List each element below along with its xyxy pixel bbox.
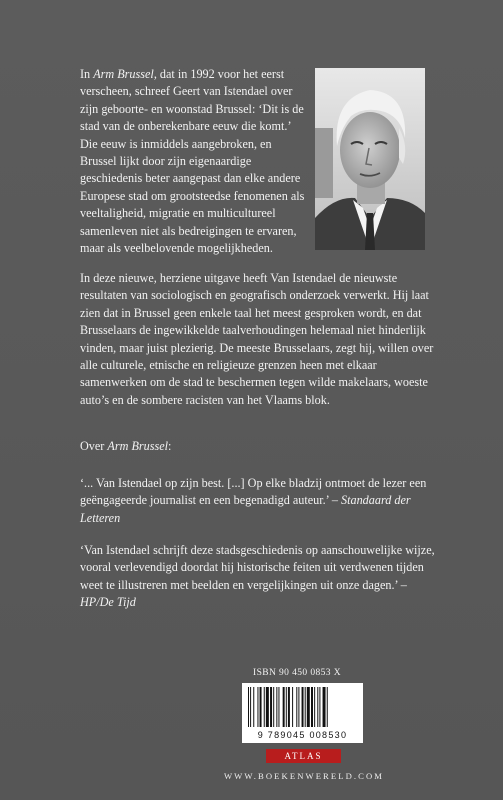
barcode-bar [270,687,272,727]
review-quote-source: HP/De Tijd [80,595,136,610]
barcode-bar [314,687,315,727]
barcode-bar [327,687,328,727]
review-quote-source: Standaard der Letteren [80,493,411,525]
publisher-badge: ATLAS [266,749,341,763]
review-quote-1 [80,475,435,527]
reviews-heading-title: Arm Brussel [107,439,169,453]
review-quote-2 [80,542,435,612]
barcode-bar [283,687,285,727]
reviews-heading-prefix: Over [80,439,108,453]
website-link[interactable]: WWW.BOEKENWERELD.COM [223,771,385,781]
intro-book-title: Arm Brussel [93,67,154,81]
barcode-bar [260,687,262,727]
isbn-label: ISBN 90 450 0853 X [253,668,341,678]
barcode-bar [305,687,306,727]
barcode-digits: 9 789045 008530 [257,730,348,740]
barcode-bar [292,687,293,727]
barcode-bar [250,687,251,727]
barcode-bar [266,687,269,727]
barcode-bar [323,687,326,727]
barcode-bar [257,687,258,727]
barcode-bar [248,687,249,727]
barcode-bar [307,687,310,727]
reviews-heading-suffix: : [168,439,172,453]
author-portrait-image [315,68,425,250]
body-paragraph: In deze nieuwe, herziene uitgave heeft Van Istendael de nieuwste resultaten van sociologisch en geografisch onderzoek verwerkt. Hij laat zien dat in Brussel geen enkele taal het meest gesproken wordt, en dat Brusselaars de ingewikkelde taalverhoudingen helemaal niet hinderlijk vinden, maar juist plezierig. De meeste Brusselaars, zegt hij, willen over alle culturele, etnische en religieuze grenzen heen met elkaar samenwerken om de stad te beschermen tegen wilde makelaars, woeste auto’s en de sombere racisten van het Vlaams blok. [80,271,434,407]
barcode-bar [253,687,254,727]
reviews-heading [80,438,435,455]
review-quote-text: ‘... Van Istendael op zijn best. [...] Op elke bladzij ontmoet de lezer een geëngageerde journalist en een begenadigd auteur.’ – [80,476,427,508]
intro-text-start: In [80,67,94,81]
barcode-bar [319,687,320,727]
barcode-bar [264,687,265,727]
barcode-bars-image [242,683,363,730]
barcode-bar [296,687,297,727]
author-photo [315,68,425,250]
intro-paragraph [80,66,308,257]
barcode-bar [273,687,274,727]
barcode [242,683,363,743]
barcode-bar [276,687,277,727]
barcode-bar [286,687,287,727]
intro-text-rest: , dat in 1992 voor het eerst verscheen, schreef Geert van Istendael over zijn geboorte- en woonstad Brussel: ‘Dit is de stad van de onberekenbare eeuw die komt.’ Die eeuw is inmiddels aangebroken, en Brussel lijkt door zijn eigenaardige geschiedenis beter aangepast dan elke andere Europese stad om grootsteedse fenomenen als veeltaligheid, migratie en multicultureel samenleven niet als bedreigingen te ervaren, maar als veelbelovende mogelijkheden. [80,67,305,256]
barcode-bar [302,687,304,727]
barcode-bar [311,687,313,727]
barcode-bar [298,687,299,727]
barcode-bar [317,687,318,727]
review-quote-text: ‘Van Istendael schrijft deze stadsgeschiedenis op aanschouwelijke wijze, vooral verlevendigd doordat hij historische feiten uit verdwenen tijden weet te illustreren met beelden en vergelijkingen uit onze dagen.’ – [80,543,435,592]
barcode-bar [288,687,290,727]
barcode-bar [278,687,279,727]
